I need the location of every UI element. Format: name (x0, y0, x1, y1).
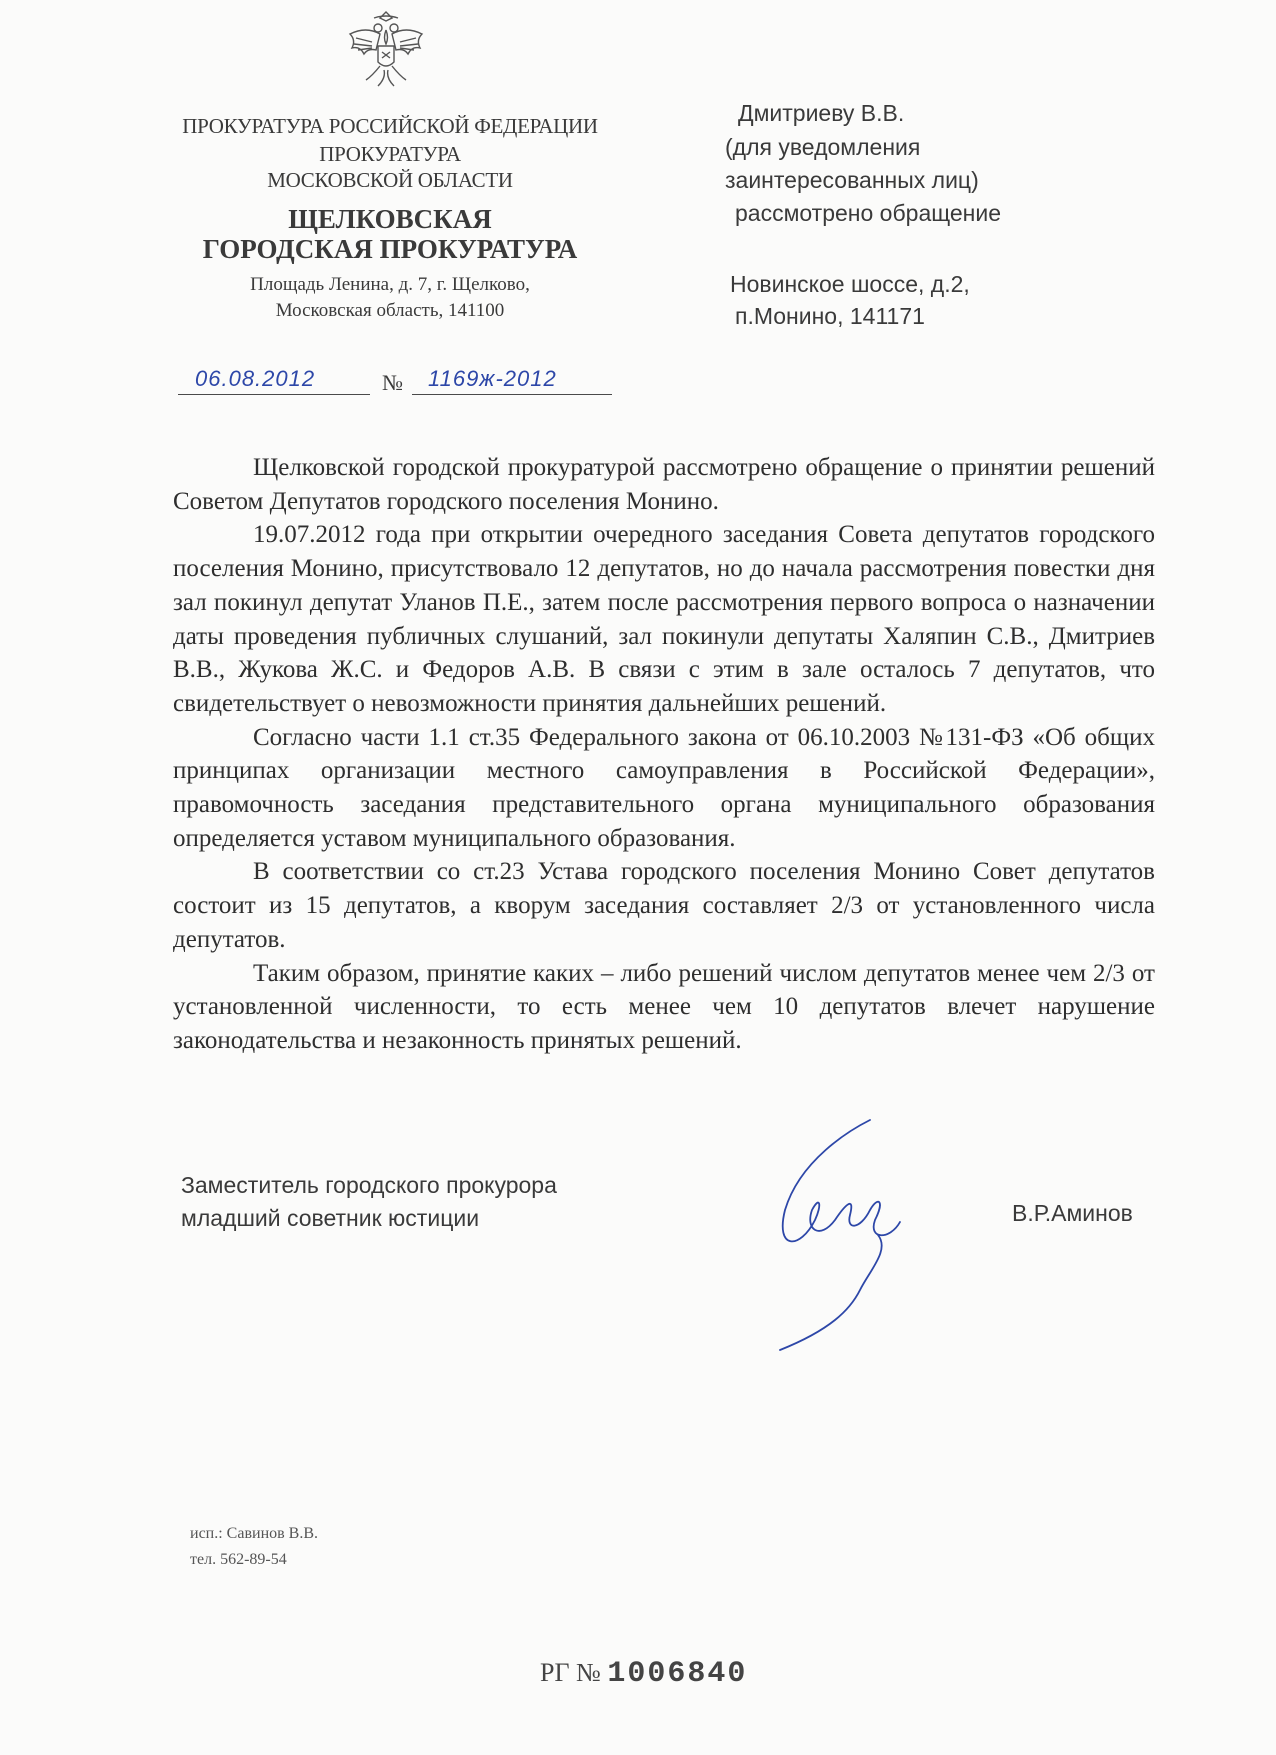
body-paragraph-3: Согласно части 1.1 ст.35 Федерального закона от 06.10.2003 №131-ФЗ «Об общих принципах организации местного самоуправления в Российской Федерации», правомочность заседания представительного органа муниципального образования определяется уставом муниципального образования. (173, 723, 1155, 852)
form-number (540, 1657, 747, 1691)
sender-address-line2: Московская область, 141100 (275, 300, 505, 321)
signer-position-line1: Заместитель городского прокурора (181, 1172, 557, 1198)
reference-date: 06.08.2012 (195, 366, 316, 391)
reference-number: 1169ж-2012 (428, 366, 557, 391)
addressee-note-line3: рассмотрено обращение (735, 200, 1002, 226)
dept-name-line2: ГОРОДСКАЯ ПРОКУРАТУРА (202, 234, 578, 264)
sender-address-line1: Площадь Ленина, д. 7, г. Щелково, (250, 274, 530, 295)
body-paragraph-1: Щелковской городской прокуратурой рассмотрено обращение о принятии решений Советом Депутатов городского поселения Монино. (173, 454, 1155, 515)
form-number-value: 1006840 (607, 1657, 748, 1691)
addressee-note-line2: заинтересованных лиц) (725, 167, 979, 193)
org-name-line1: ПРОКУРАТУРА РОССИЙСКОЙ ФЕДЕРАЦИИ (182, 114, 598, 138)
coat-of-arms-emblem (340, 8, 432, 94)
number-underline (412, 394, 612, 395)
form-number-label: РГ № (540, 1658, 601, 1687)
addressee-name: Дмитриеву В.В. (738, 100, 905, 126)
signer-position-line2: младший советник юстиции (181, 1205, 480, 1231)
reference-number-sign: № (382, 370, 403, 395)
body-paragraph-4: В соответствии со ст.23 Устава городского поселения Монино Совет депутатов состоит из 15 депутатов, а кворум заседания составляет 2/3 от установленного числа депутатов. (173, 858, 1155, 953)
body-paragraph-2: 19.07.2012 года при открытии очередного заседания Совета депутатов городского поселения Монино, присутствовало 12 депутатов, но до начала рассмотрения повестки дня зал покинул депутат Уланов П.Е., затем после рассмотрения первого вопроса о назначении даты проведения публичных слушаний, зал покинули депутаты Халяпин С.В., Дмитриев В.В., Жукова Ж.С. и Федоров А.В. В связи с этим в зале осталось 7 депутатов, что свидетельствует о невозможности принятия дальнейших решений. (173, 521, 1155, 717)
addressee-address-line2: п.Монино, 141171 (735, 303, 925, 329)
org-name-line2: ПРОКУРАТУРА (319, 142, 461, 166)
org-name-line3: МОСКОВСКОЙ ОБЛАСТИ (267, 168, 513, 192)
addressee-note-line1: (для уведомления (725, 134, 921, 160)
handwritten-signature (760, 1100, 960, 1360)
body-paragraph-5: Таким образом, принятие каких – либо решений числом депутатов менее чем 2/3 от установленной численности, то есть менее чем 10 депутатов влечет нарушение законодательства и незаконность принятых решений. (173, 959, 1155, 1054)
letter-body (173, 451, 1155, 1058)
executor-line2: тел. 562-89-54 (190, 1551, 287, 1568)
dept-name-line1: ЩЕЛКОВСКАЯ (288, 204, 492, 234)
addressee-address-line1: Новинское шоссе, д.2, (730, 271, 970, 297)
executor-line1: исп.: Савинов В.В. (190, 1525, 319, 1542)
date-underline (178, 394, 370, 395)
signer-name: В.Р.Аминов (1012, 1200, 1133, 1226)
